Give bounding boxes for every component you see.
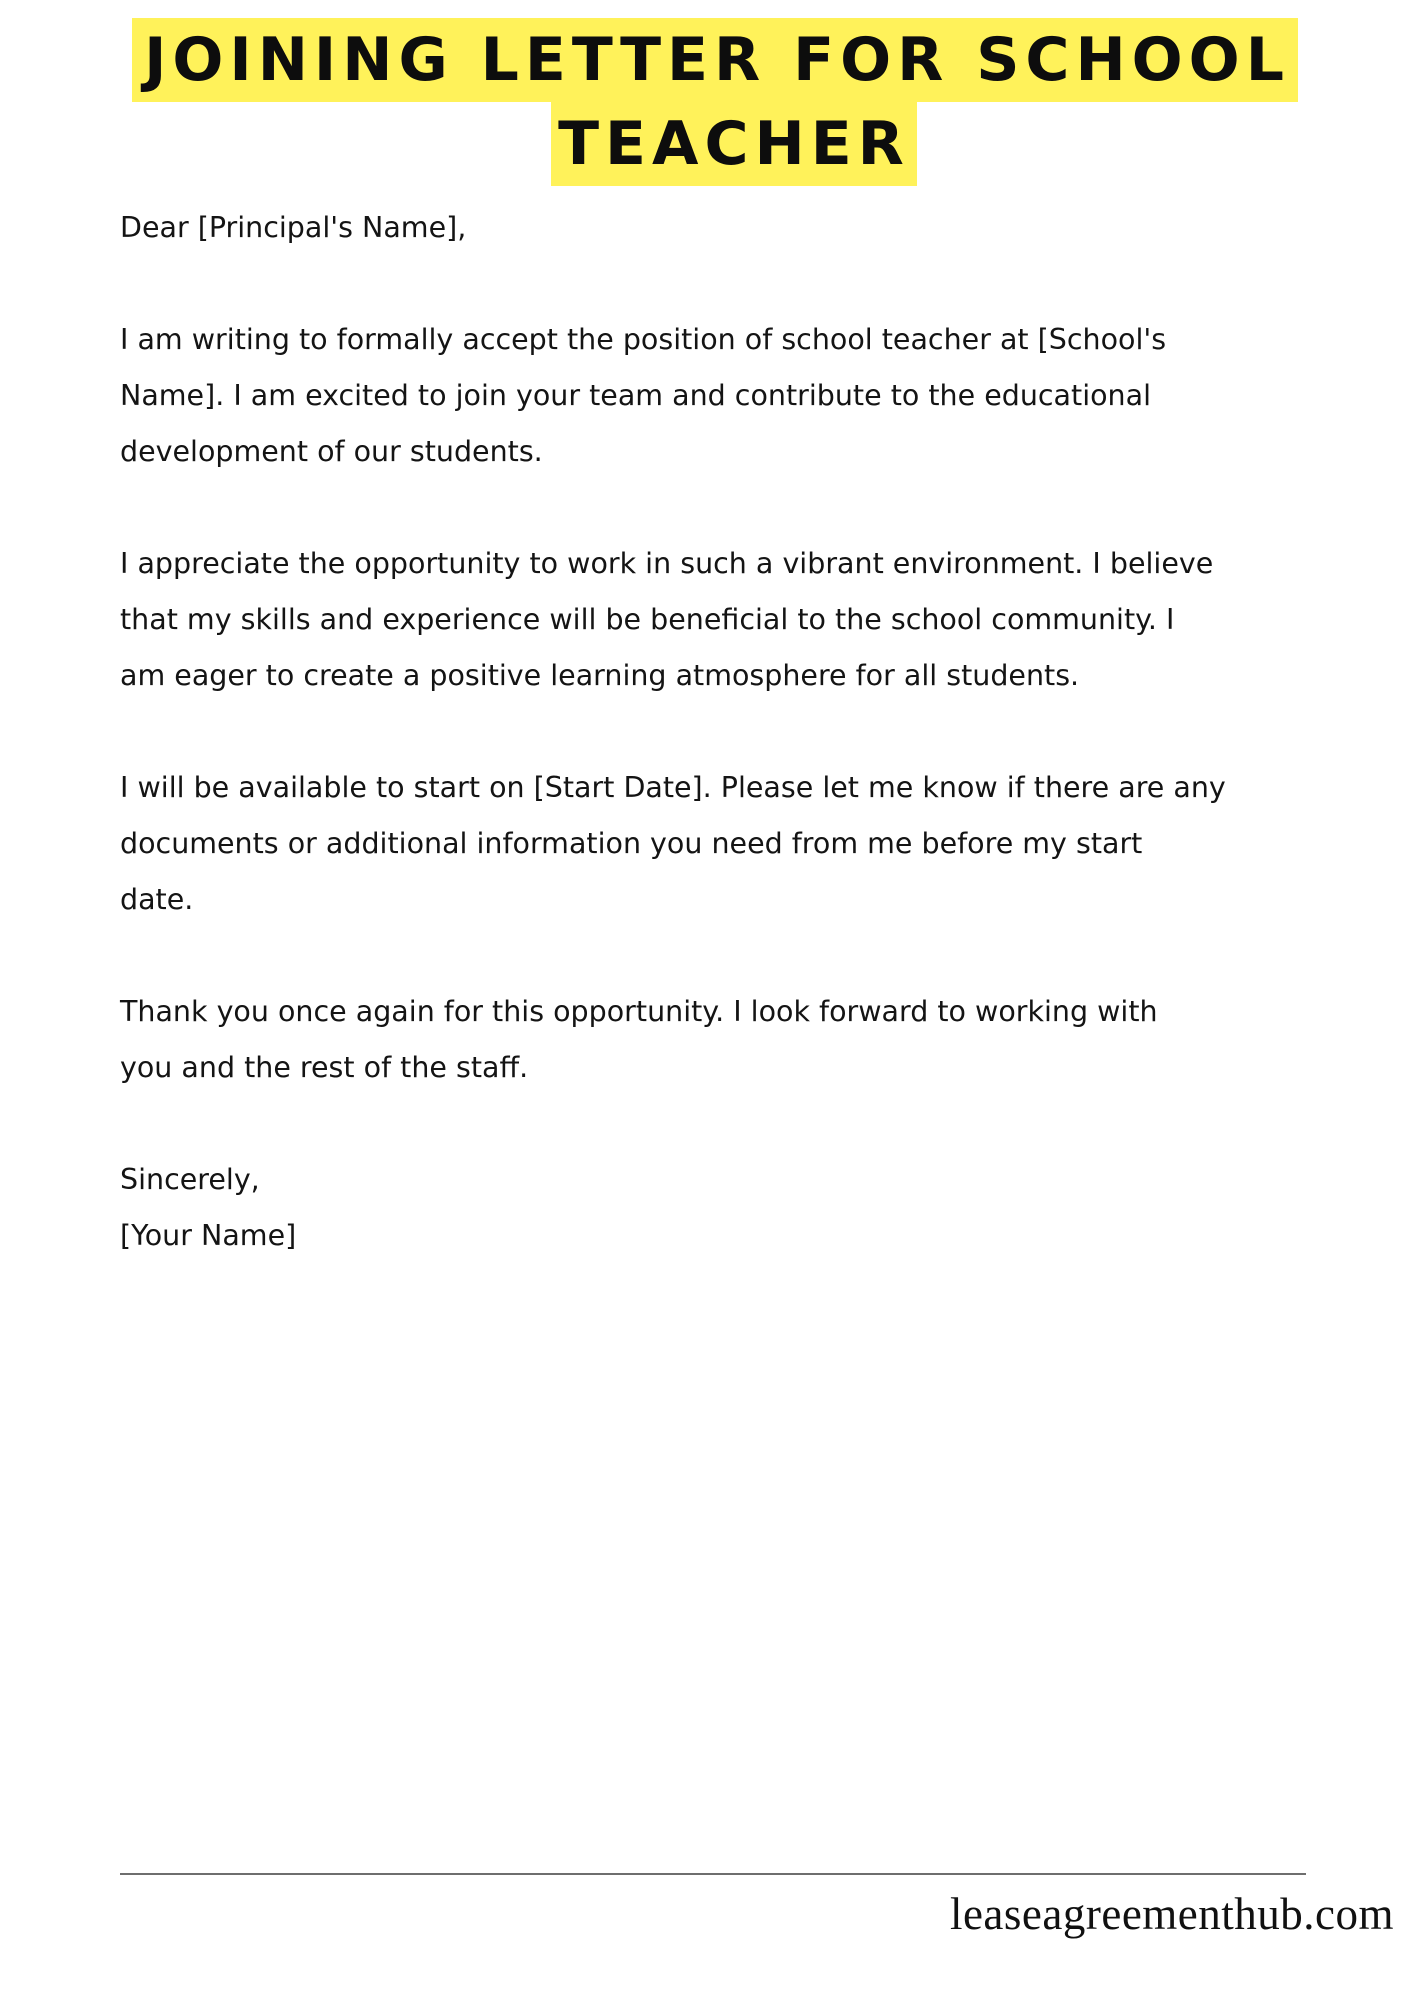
paragraph-thanks — [120, 984, 1320, 1096]
title-line-1: JOINING LETTER FOR SCHOOL — [132, 18, 1298, 102]
closing: Sincerely, — [120, 1163, 260, 1196]
text-line: I will be available to start on [Start Date]. Please let me know if there are any — [120, 771, 1226, 804]
text-line: date. — [120, 883, 194, 916]
letter-body — [120, 200, 1320, 1320]
text-line: Name]. I am excited to join your team and contribute to the educational — [120, 379, 1151, 412]
text-line: development of our students. — [120, 435, 543, 468]
text-line: you and the rest of the staff. — [120, 1051, 529, 1084]
text-line: I am writing to formally accept the position of school teacher at [School's — [120, 323, 1167, 356]
salutation: Dear [Principal's Name], — [120, 211, 467, 244]
title-line-2: TEACHER — [551, 102, 917, 186]
signature: [Your Name] — [120, 1219, 297, 1252]
brand-logo-text: leaseagreementhub.com — [949, 1889, 1394, 1939]
document-title — [0, 18, 1414, 186]
text-line: that my skills and experience will be beneficial to the school community. I — [120, 603, 1175, 636]
footer-divider — [120, 1873, 1306, 1875]
paragraph-acceptance — [120, 312, 1320, 480]
text-line: Thank you once again for this opportunity. I look forward to working with — [120, 995, 1158, 1028]
paragraph-start-date — [120, 760, 1320, 928]
signoff — [120, 1152, 1320, 1264]
paragraph-appreciation — [120, 536, 1320, 704]
text-line: I appreciate the opportunity to work in such a vibrant environment. I believe — [120, 547, 1214, 580]
text-line: am eager to create a positive learning atmosphere for all students. — [120, 659, 1080, 692]
text-line: documents or additional information you need from me before my start — [120, 827, 1143, 860]
